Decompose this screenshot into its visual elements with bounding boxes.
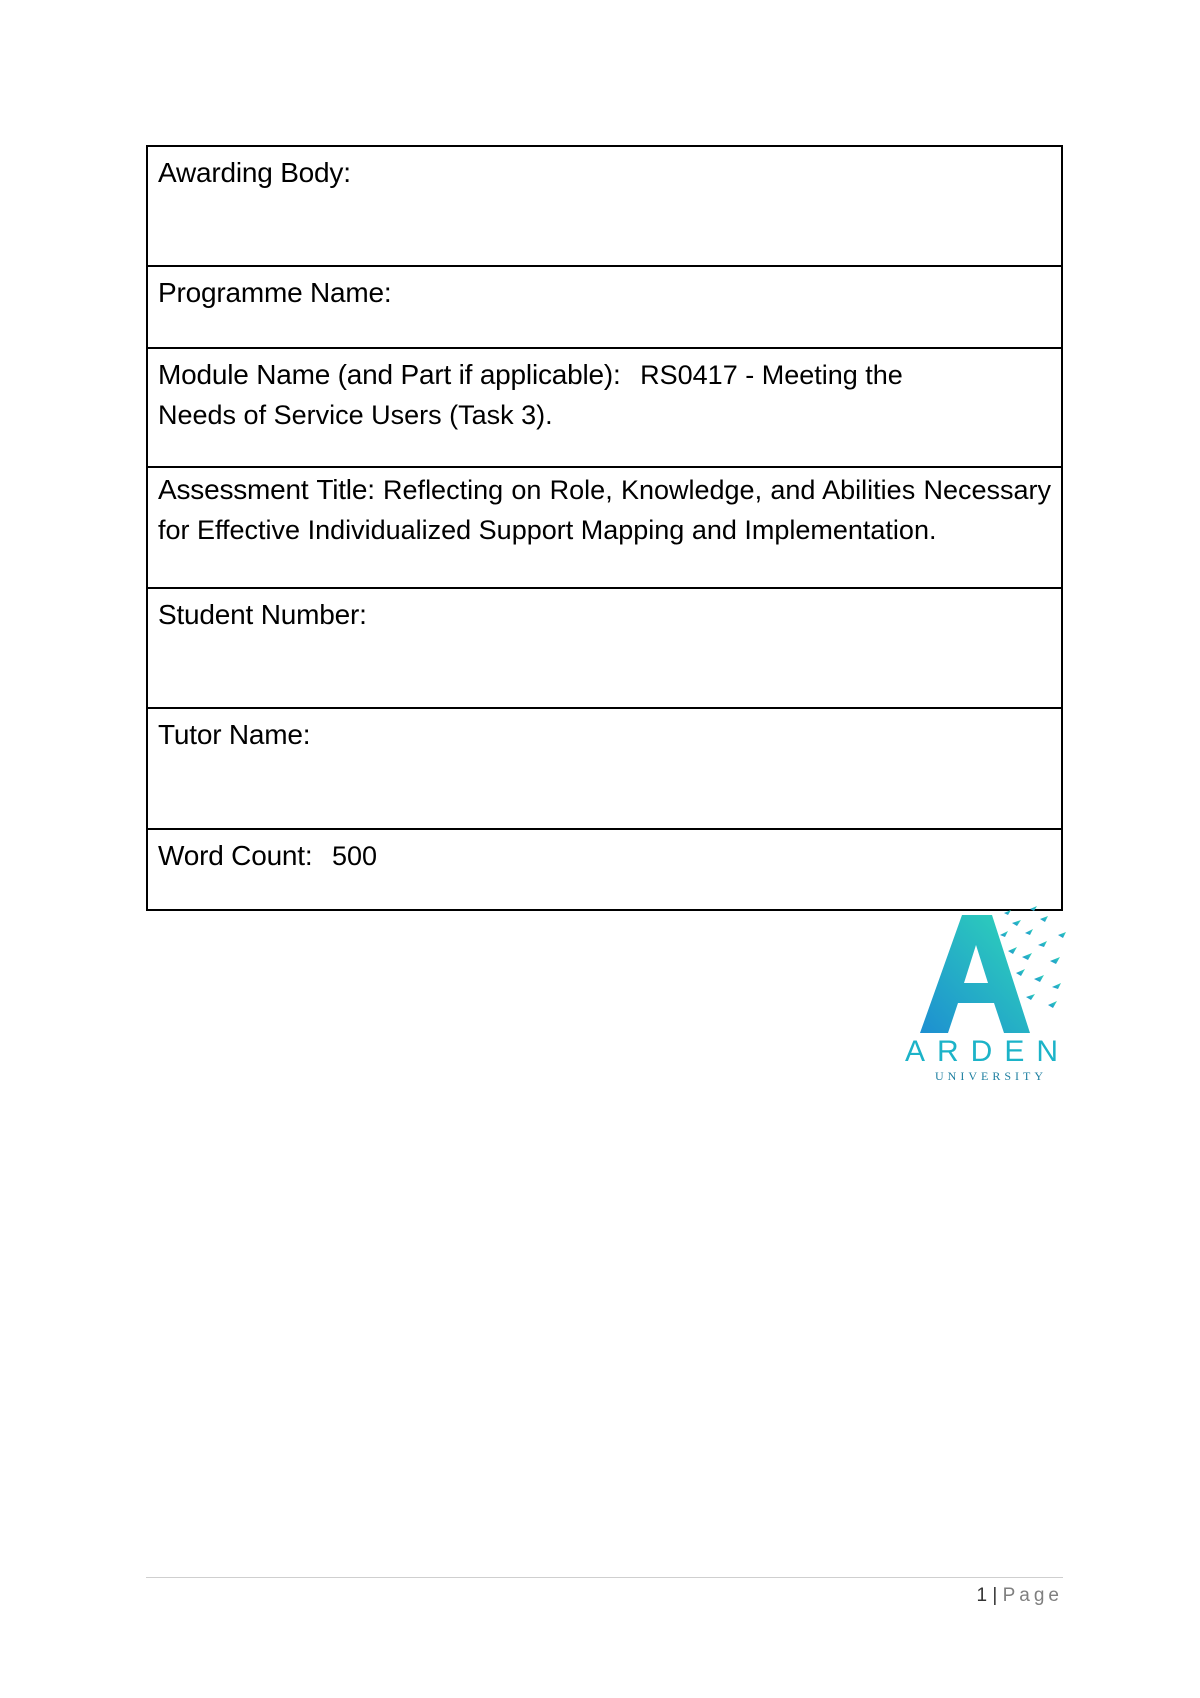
tutor-name-row bbox=[148, 709, 1061, 830]
cover-sheet-table bbox=[146, 145, 1063, 911]
assessment-title-row bbox=[148, 468, 1061, 589]
assessment-title-value: Reflecting on Role, Knowledge, and Abilities Necessary for Effective Individualized Support Mapping and Implementation. bbox=[158, 475, 1051, 545]
student-number-label: Student Number: bbox=[158, 599, 367, 630]
assessment-title-label: Assessment Title: bbox=[158, 474, 375, 505]
arden-a-mark-icon bbox=[900, 905, 1070, 1035]
footer-separator: | bbox=[992, 1585, 998, 1606]
student-number-row bbox=[148, 589, 1061, 709]
programme-name-label: Programme Name: bbox=[158, 277, 392, 308]
page-footer bbox=[977, 1585, 1063, 1607]
word-count-row bbox=[148, 830, 1061, 909]
page-number: 1 bbox=[976, 1585, 988, 1606]
awarding-body-row bbox=[148, 147, 1061, 267]
word-count-value: 500 bbox=[331, 841, 378, 871]
logo-subline: UNIVERSITY bbox=[935, 1069, 1047, 1083]
page-word: Page bbox=[1002, 1585, 1063, 1606]
module-name-value: RS0417 - Meeting the bbox=[640, 360, 903, 390]
module-name-row bbox=[148, 349, 1061, 468]
module-name-value-continued: Needs of Service Users (Task 3). bbox=[158, 400, 553, 430]
footer-divider bbox=[146, 1577, 1063, 1578]
word-count-label: Word Count: bbox=[158, 840, 313, 871]
logo-wordmark: ARDEN bbox=[905, 1035, 1071, 1068]
module-name-label: Module Name (and Part if applicable): bbox=[158, 359, 621, 390]
awarding-body-label: Awarding Body: bbox=[158, 157, 351, 188]
programme-name-row bbox=[148, 267, 1061, 349]
tutor-name-label: Tutor Name: bbox=[158, 719, 311, 750]
